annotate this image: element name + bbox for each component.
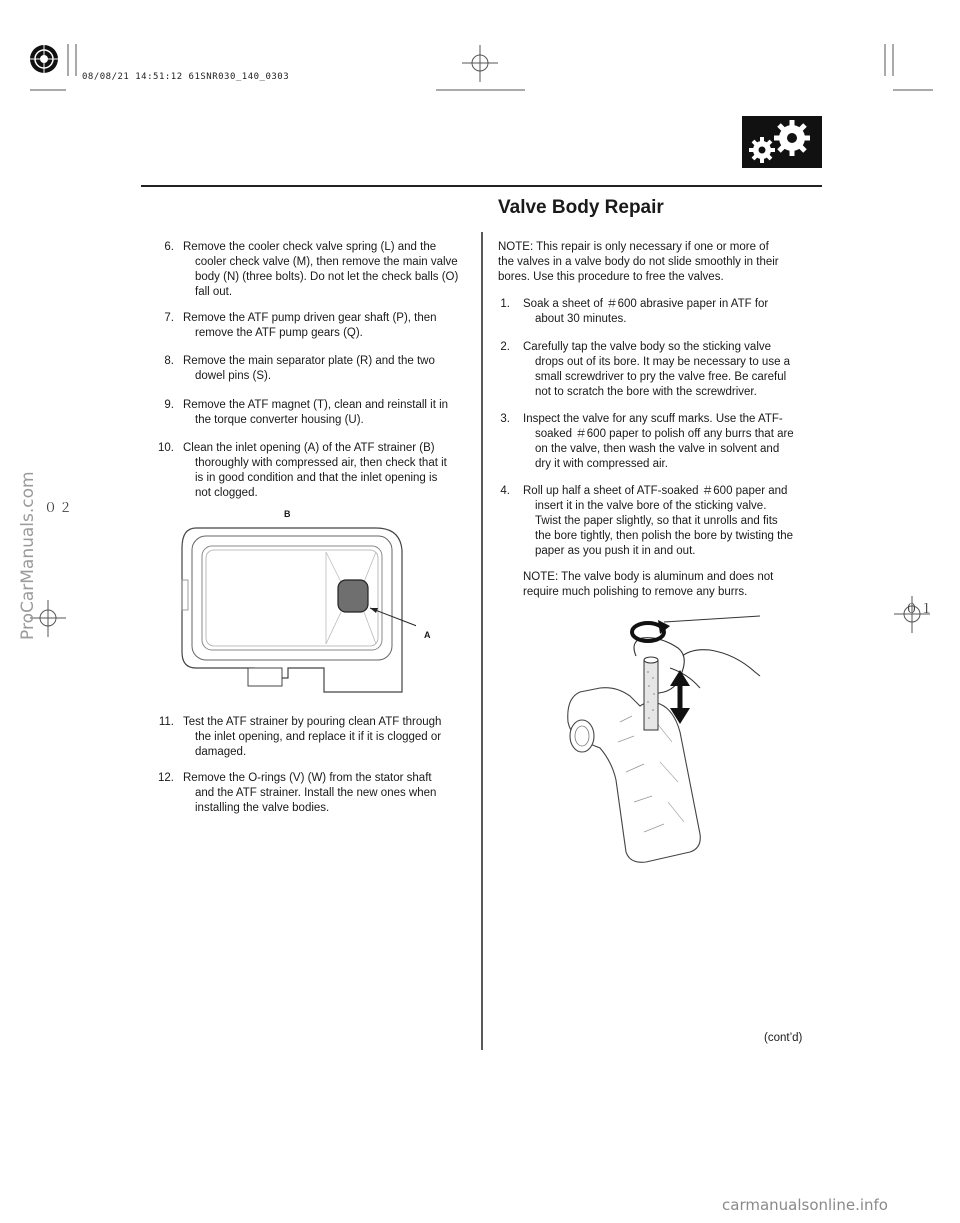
sidebar-watermark: ProCarManuals.com [18,471,38,640]
step-number: 2. [500,341,510,353]
step-text: dry it with compressed air. [535,458,668,470]
step-text: Remove the cooler check valve spring (L) and the [183,241,437,253]
step-text: not clogged. [195,487,258,499]
step-text: not to scratch the bore with the screwdriver. [535,386,757,398]
aluminum-note [523,570,823,600]
step-text: damaged. [195,746,247,758]
intro-note [498,240,818,285]
step-number: 3. [500,413,510,425]
step-number: 12. [158,772,174,784]
step-text: Remove the O-rings (V) (W) from the stator shaft [183,772,432,784]
step-text: Soak a sheet of ＃600 abrasive paper in ATF for [523,298,769,310]
footer-watermark: carmanualsonline.info [722,1196,888,1214]
step-text: and the ATF strainer. Install the new ones when [195,787,437,799]
step-number: 9. [164,399,174,411]
step-text: Inspect the valve for any scuff marks. Use the ATF- [523,413,783,425]
step-text: installing the valve bodies. [195,802,330,814]
step-text: the bore tightly, then polish the bore by twisting the [535,530,794,542]
step-text: soaked ＃600 paper to polish off any burrs that are [535,428,794,440]
step-text: remove the ATF pump gears (Q). [195,327,363,339]
note-line: NOTE: This repair is only necessary if one or more of [498,241,769,253]
note-line: bores. Use this procedure to free the valves. [498,271,724,283]
left-margin-code: ０２ [44,501,75,516]
figure-label-a: A [424,630,431,640]
crop-target-icon [28,43,60,75]
valve-polishing-diagram [560,612,770,872]
step-text: Twist the paper slightly, so that it unrolls and fits [535,515,778,527]
step-number: 4. [500,485,510,497]
step-text: Remove the main separator plate (R) and the two [183,355,435,367]
step-number: 10. [158,442,174,454]
note-line: require much polishing to remove any burrs. [523,586,748,598]
note-line: the valves in a valve body do not slide smoothly in their [498,256,779,268]
step-text: Roll up half a sheet of ATF-soaked ＃600 paper and [523,485,788,497]
step-text: body (N) (three bolts). Do not let the check balls (O) [195,271,459,283]
gears-icon [742,116,822,168]
step-text: small screwdriver to pry the valve free. Be careful [535,371,787,383]
note-line: NOTE: The valve body is aluminum and does not [523,571,774,583]
step-text: paper as you push it in and out. [535,545,696,557]
continued-label: (cont’d) [764,1032,803,1044]
step-text: Carefully tap the valve body so the sticking valve [523,341,772,353]
step-text: on the valve, then wash the valve in solvent and [535,443,780,455]
step-text: dowel pins (S). [195,370,272,382]
figure-label-b: B [284,509,291,519]
step-number: 8. [164,355,174,367]
step-text: Clean the inlet opening (A) of the ATF strainer (B) [183,442,435,454]
step-number: 11. [158,716,174,728]
step-text: about 30 minutes. [535,313,627,325]
step-text: thoroughly with compressed air, then check that it [195,457,447,469]
step-number: 6. [164,241,174,253]
atf-strainer-diagram [176,520,416,700]
step-text: the inlet opening, and replace it if it is clogged or [195,731,442,743]
step-text: Remove the ATF magnet (T), clean and reinstall it in [183,399,449,411]
step-number: 1. [500,298,510,310]
step-text: insert it in the valve bore of the sticking valve. [535,500,767,512]
step-text: cooler check valve (M), then remove the main valve [195,256,458,268]
page-title: Valve Body Repair [498,197,664,218]
step-text: drops out of its bore. It may be necessary to use a [535,356,791,368]
step-text: is in good condition and that the inlet opening is [195,472,438,484]
print-timestamp: 08/08/21 14:51:12 61SNR030_140_0303 [82,72,290,82]
step-text: fall out. [195,286,233,298]
right-margin-code: ０１ [905,602,936,617]
step-text: the torque converter housing (U). [195,414,364,426]
step-number: 7. [164,312,174,324]
step-text: Test the ATF strainer by pouring clean ATF through [183,716,442,728]
step-text: Remove the ATF pump driven gear shaft (P), then [183,312,437,324]
